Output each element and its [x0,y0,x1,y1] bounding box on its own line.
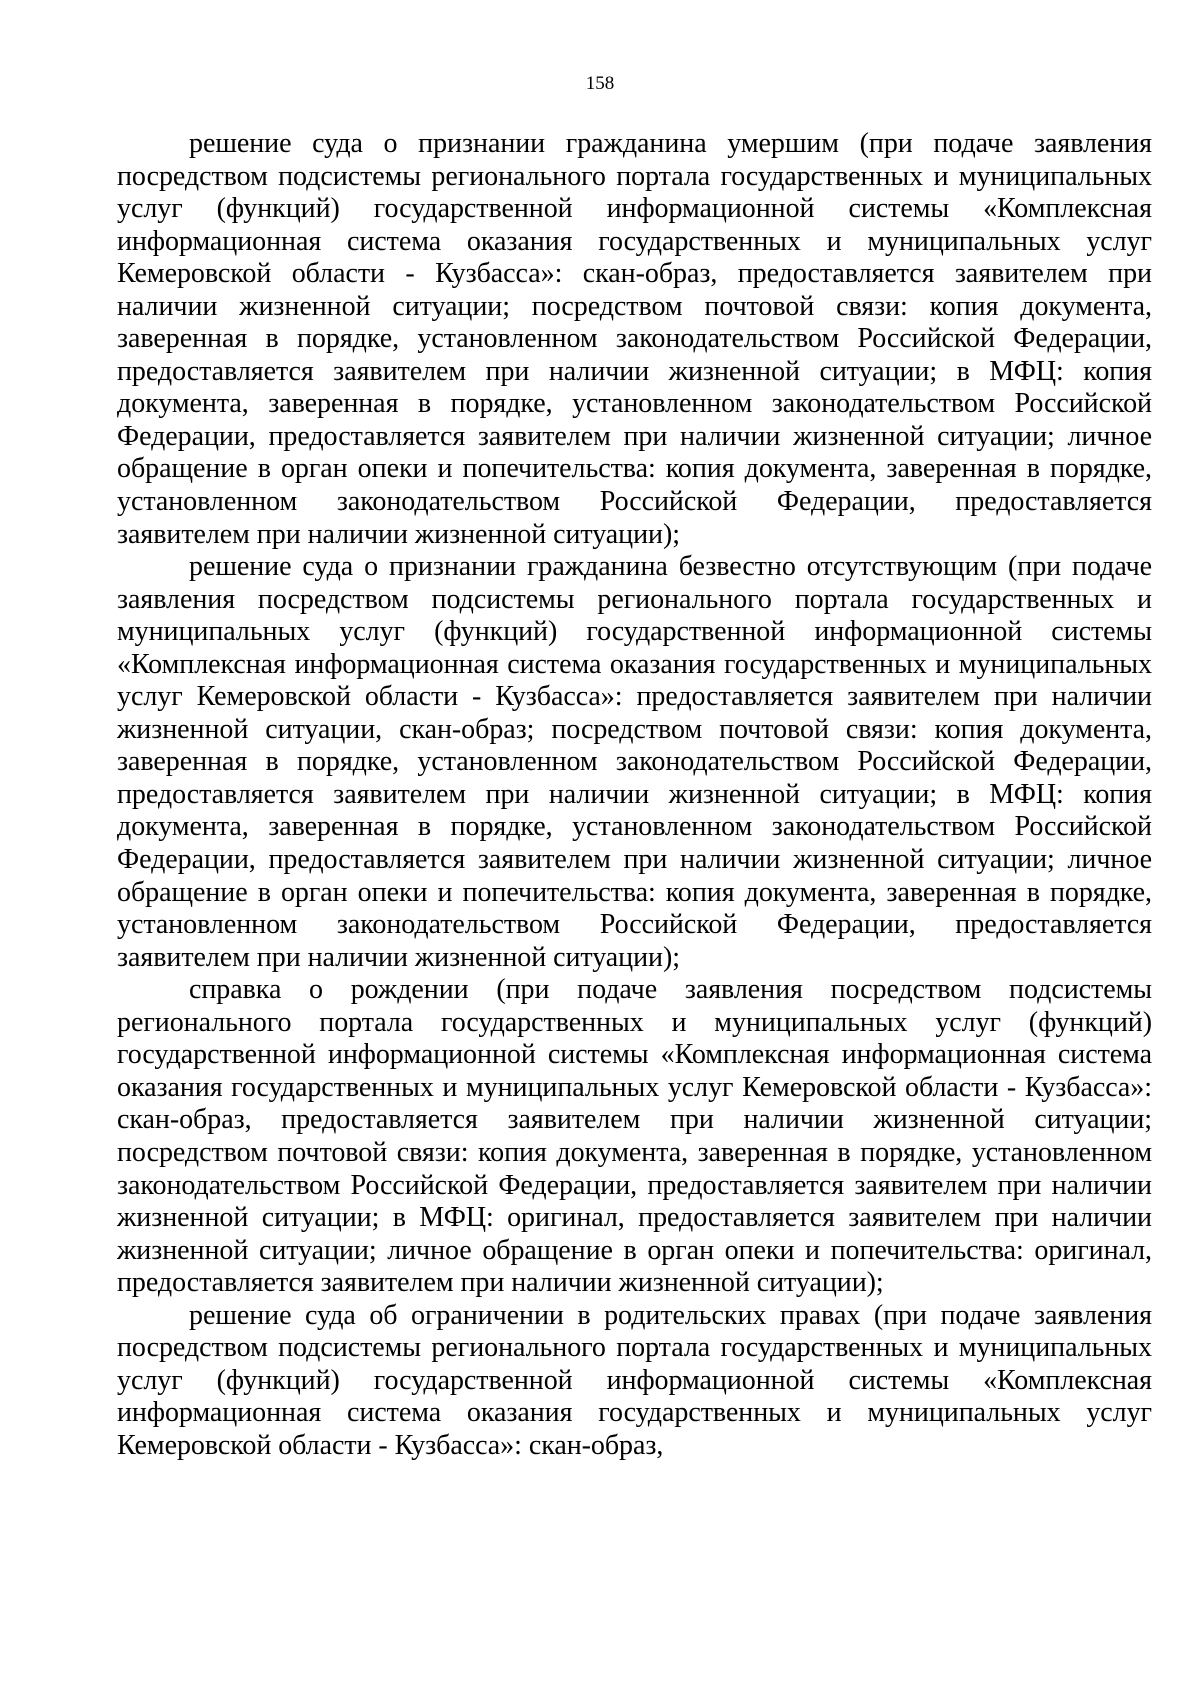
paragraph-court-decision-missing: решение суда о признании гражданина безвестно отсутствующим (при подаче заявления посредством подсистемы регионального портала государственных и муниципальных услуг (функций) государственной информационной системы «Комплексная информационная система оказания государственных и муниципальных услуг Кемеровской области - Кузбасса»: предоставляется заявителем при наличии жизненной ситуации, скан-образ; посредством почтовой связи: копия документа, заверенная в порядке, установленном законодательством Российской Федерации, предоставляется заявителем при наличии жизненной ситуации; в МФЦ: копия документа, заверенная в порядке, установленном законодательством Российской Федерации, предоставляется заявителем при наличии жизненной ситуации; личное обращение в орган опеки и попечительства: копия документа, заверенная в порядке, установленном законодательством Российской Федерации, предоставляется заявителем при наличии жизненной ситуации); [117,551,1152,973]
paragraph-court-decision-deceased: решение суда о признании гражданина умершим (при подаче заявления посредством подсистемы регионального портала государственных и муниципальных услуг (функций) государственной информационной системы «Комплексная информационная система оказания государственных и муниципальных услуг Кемеровской области - Кузбасса»: скан-образ, предоставляется заявителем при наличии жизненной ситуации; посредством почтовой связи: копия документа, заверенная в порядке, установленном законодательством Российской Федерации, предоставляется заявителем при наличии жизненной ситуации; в МФЦ: копия документа, заверенная в порядке, установленном законодательством Российской Федерации, предоставляется заявителем при наличии жизненной ситуации; личное обращение в орган опеки и попечительства: копия документа, заверенная в порядке, установленном законодательством Российской Федерации, предоставляется заявителем при наличии жизненной ситуации); [117,128,1152,550]
paragraph-birth-certificate: справка о рождении (при подаче заявления посредством подсистемы регионального портала государственных и муниципальных услуг (функций) государственной информационной системы «Комплексная информационная система оказания государственных и муниципальных услуг Кемеровской области - Кузбасса»: скан-образ, предоставляется заявителем при наличии жизненной ситуации; посредством почтовой связи: копия документа, заверенная в порядке, установленном законодательством Российской Федерации, предоставляется заявителем при наличии жизненной ситуации; в МФЦ: оригинал, предоставляется заявителем при наличии жизненной ситуации; личное обращение в орган опеки и попечительства: оригинал, предоставляется заявителем при наличии жизненной ситуации); [117,974,1152,1299]
document-body [117,128,1152,1462]
page-number: 158 [585,73,615,94]
paragraph-court-decision-parental-rights: решение суда об ограничении в родительских правах (при подаче заявления посредством подсистемы регионального портала государственных и муниципальных услуг (функций) государственной информационной системы «Комплексная информационная система оказания государственных и муниципальных услуг Кемеровской области - Кузбасса»: скан-образ, [117,1299,1152,1461]
